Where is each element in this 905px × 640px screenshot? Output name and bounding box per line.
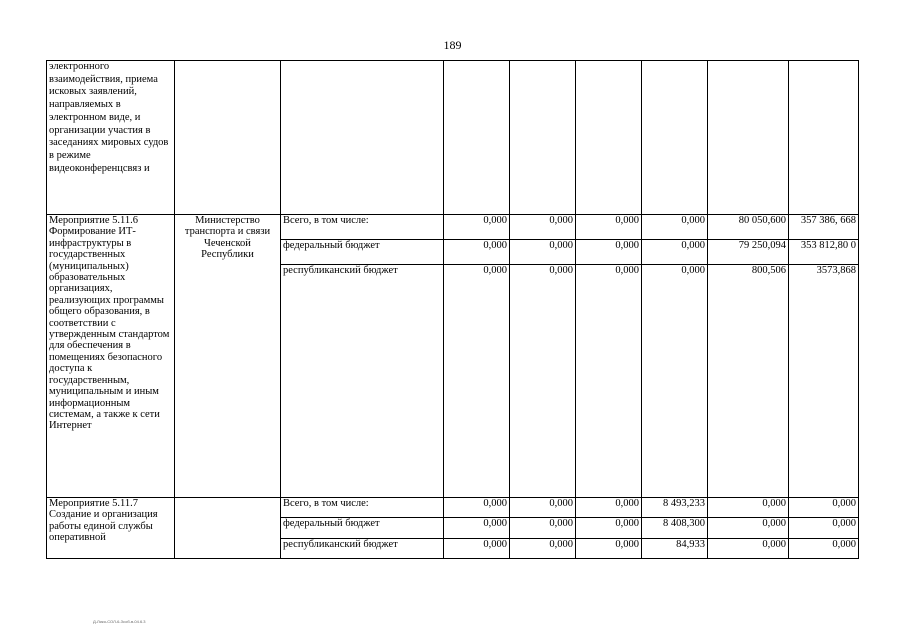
value-cell: 0,000 — [708, 498, 789, 518]
value-cell: 0,000 — [510, 240, 576, 265]
value-cell: 0,000 — [576, 498, 642, 518]
value-cell: 0,000 — [642, 215, 708, 240]
budget-table — [46, 60, 859, 559]
value-cell — [444, 61, 510, 215]
value-cell: 0,000 — [444, 518, 510, 538]
value-cell — [708, 61, 789, 215]
activity-cell: электронного взаимодействия, приема исковых заявлений, направляемых в электронном виде, и организации участия в заседаниях мировых судов в режиме видеоконференцсвяз и — [47, 61, 175, 215]
value-cell: 0,000 — [444, 498, 510, 518]
value-cell: 0,000 — [444, 240, 510, 265]
value-cell: 0,000 — [789, 498, 859, 518]
page-number: 189 — [443, 38, 462, 52]
value-cell: 80 050,600 — [708, 215, 789, 240]
value-cell: 0,000 — [642, 240, 708, 265]
table-row — [47, 215, 859, 240]
value-cell — [510, 61, 576, 215]
source-cell — [281, 61, 444, 215]
table-row — [47, 498, 859, 518]
value-cell: 8 408,300 — [642, 518, 708, 538]
value-cell: 3573,868 — [789, 265, 859, 498]
value-cell — [789, 61, 859, 215]
executor-cell — [175, 61, 281, 215]
value-cell: 0,000 — [510, 498, 576, 518]
value-cell: 0,000 — [510, 265, 576, 498]
value-cell: 0,000 — [708, 518, 789, 538]
value-cell: 8 493,233 — [642, 498, 708, 518]
value-cell: 0,000 — [708, 538, 789, 558]
executor-cell — [175, 498, 281, 559]
value-cell — [642, 61, 708, 215]
value-cell: 0,000 — [576, 240, 642, 265]
value-cell: 353 812,80 0 — [789, 240, 859, 265]
value-cell: 0,000 — [510, 538, 576, 558]
value-cell — [576, 61, 642, 215]
source-cell: федеральный бюджет — [281, 240, 444, 265]
source-cell: республиканский бюджет — [281, 538, 444, 558]
value-cell: 84,933 — [642, 538, 708, 558]
source-cell: Всего, в том числе: — [281, 215, 444, 240]
value-cell: 0,000 — [642, 265, 708, 498]
activity-cell: Мероприятие 5.11.7 Создание и организация работы единой службы оперативной — [47, 498, 175, 559]
continuation-row — [47, 61, 859, 215]
source-cell: Всего, в том числе: — [281, 498, 444, 518]
executor-cell: Министерство транспорта и связи Чеченской Республики — [175, 215, 281, 498]
value-cell: 0,000 — [510, 518, 576, 538]
value-cell: 0,000 — [510, 215, 576, 240]
value-cell: 0,000 — [576, 265, 642, 498]
value-cell: 0,000 — [444, 538, 510, 558]
value-cell: 0,000 — [789, 518, 859, 538]
value-cell: 0,000 — [576, 518, 642, 538]
value-cell: 0,000 — [789, 538, 859, 558]
value-cell: 79 250,094 — [708, 240, 789, 265]
source-cell: республиканский бюджет — [281, 265, 444, 498]
value-cell: 0,000 — [576, 215, 642, 240]
source-cell: федеральный бюджет — [281, 518, 444, 538]
value-cell: 0,000 — [444, 265, 510, 498]
footer-stamp: Д-Лико-СОЛ-6-Зсоб-в-04.6.3 — [93, 619, 146, 624]
activity-cell: Мероприятие 5.11.6 Формирование ИТ-инфраструктуры в государственных (муниципальных) образовательных организациях, реализующих программы общего образования, в соответствии с утвержденным стандартом для обеспечения в помещениях безопасного доступа к государственным, муниципальным и иным информационным системам, а также к сети Интернет — [47, 215, 175, 498]
value-cell: 0,000 — [444, 215, 510, 240]
value-cell: 0,000 — [576, 538, 642, 558]
value-cell: 357 386, 668 — [789, 215, 859, 240]
value-cell: 800,506 — [708, 265, 789, 498]
